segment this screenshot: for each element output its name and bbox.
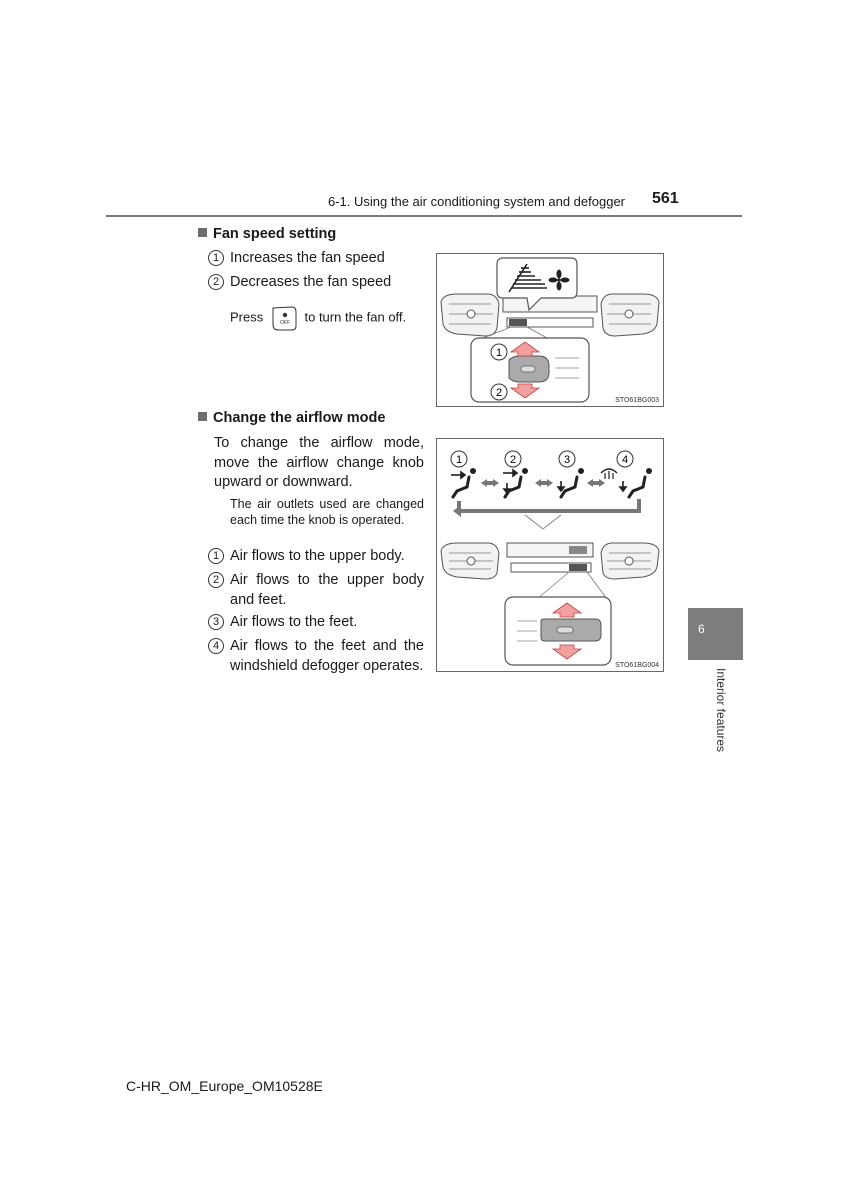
fan-speed-title: Fan speed setting [213,226,337,242]
page-number: 561 [652,190,679,207]
figure-code: STO61BG003 [615,397,659,404]
fan-speed-illustration [437,254,663,406]
press-text: Press [230,309,264,325]
airflow-item-1 [208,547,424,569]
square-bullet-icon [198,228,207,237]
airflow-item-text: Air flows to the feet. [230,614,358,630]
airflow-item-text: Air flows to the upper body. [230,548,405,564]
fan-item-1 [208,249,428,269]
fan-item-2 [208,273,428,293]
fan-off-button-icon [270,304,298,332]
airflow-title: Change the airflow mode [213,410,386,426]
chapter-label: Interior features [714,668,728,753]
press-after-text: to turn the fan off. [304,309,407,325]
header-rule [106,215,742,217]
callout-number: 1 [208,250,224,266]
chapter-number: 6 [698,622,705,636]
airflow-item-2 [208,571,424,613]
figure-callout-2: 2 [495,387,503,399]
airflow-item-3 [208,613,424,635]
document-id: C-HR_OM_Europe_OM10528E [126,1078,323,1094]
airflow-note: The air outlets used are changed each time the knob is operated. [230,497,424,527]
svg-text:OFF: OFF [279,320,290,326]
section-header: 6-1. Using the air conditioning system and defogger [328,194,626,209]
callout-number: 3 [208,614,224,630]
fan-speed-figure [436,253,664,407]
fan-off-instruction [230,304,406,332]
mode-callout-3: 3 [563,454,571,466]
callout-number: 1 [208,548,224,564]
fan-speed-heading [198,226,336,242]
airflow-illustration [437,439,663,671]
airflow-item-text: Air flows to the feet and the windshield defogger operates. [230,638,424,674]
mode-callout-2: 2 [509,454,517,466]
callout-number: 2 [208,274,224,290]
callout-number: 4 [208,638,224,654]
fan-item-text: Increases the fan speed [230,250,385,266]
chapter-tab [688,608,743,660]
mode-callout-1: 1 [455,454,463,466]
airflow-item-4 [208,637,424,701]
airflow-item-text: Air flows to the upper body and feet. [230,572,424,608]
mode-callout-4: 4 [621,454,629,466]
square-bullet-icon [198,412,207,421]
airflow-heading [198,410,385,426]
airflow-figure [436,438,664,672]
callout-number: 2 [208,572,224,588]
airflow-intro: To change the airflow mode, move the airflow change knob upward or downward. [214,435,424,490]
figure-code: STO61BG004 [615,662,659,669]
figure-callout-1: 1 [495,347,503,359]
fan-item-text: Decreases the fan speed [230,274,392,290]
